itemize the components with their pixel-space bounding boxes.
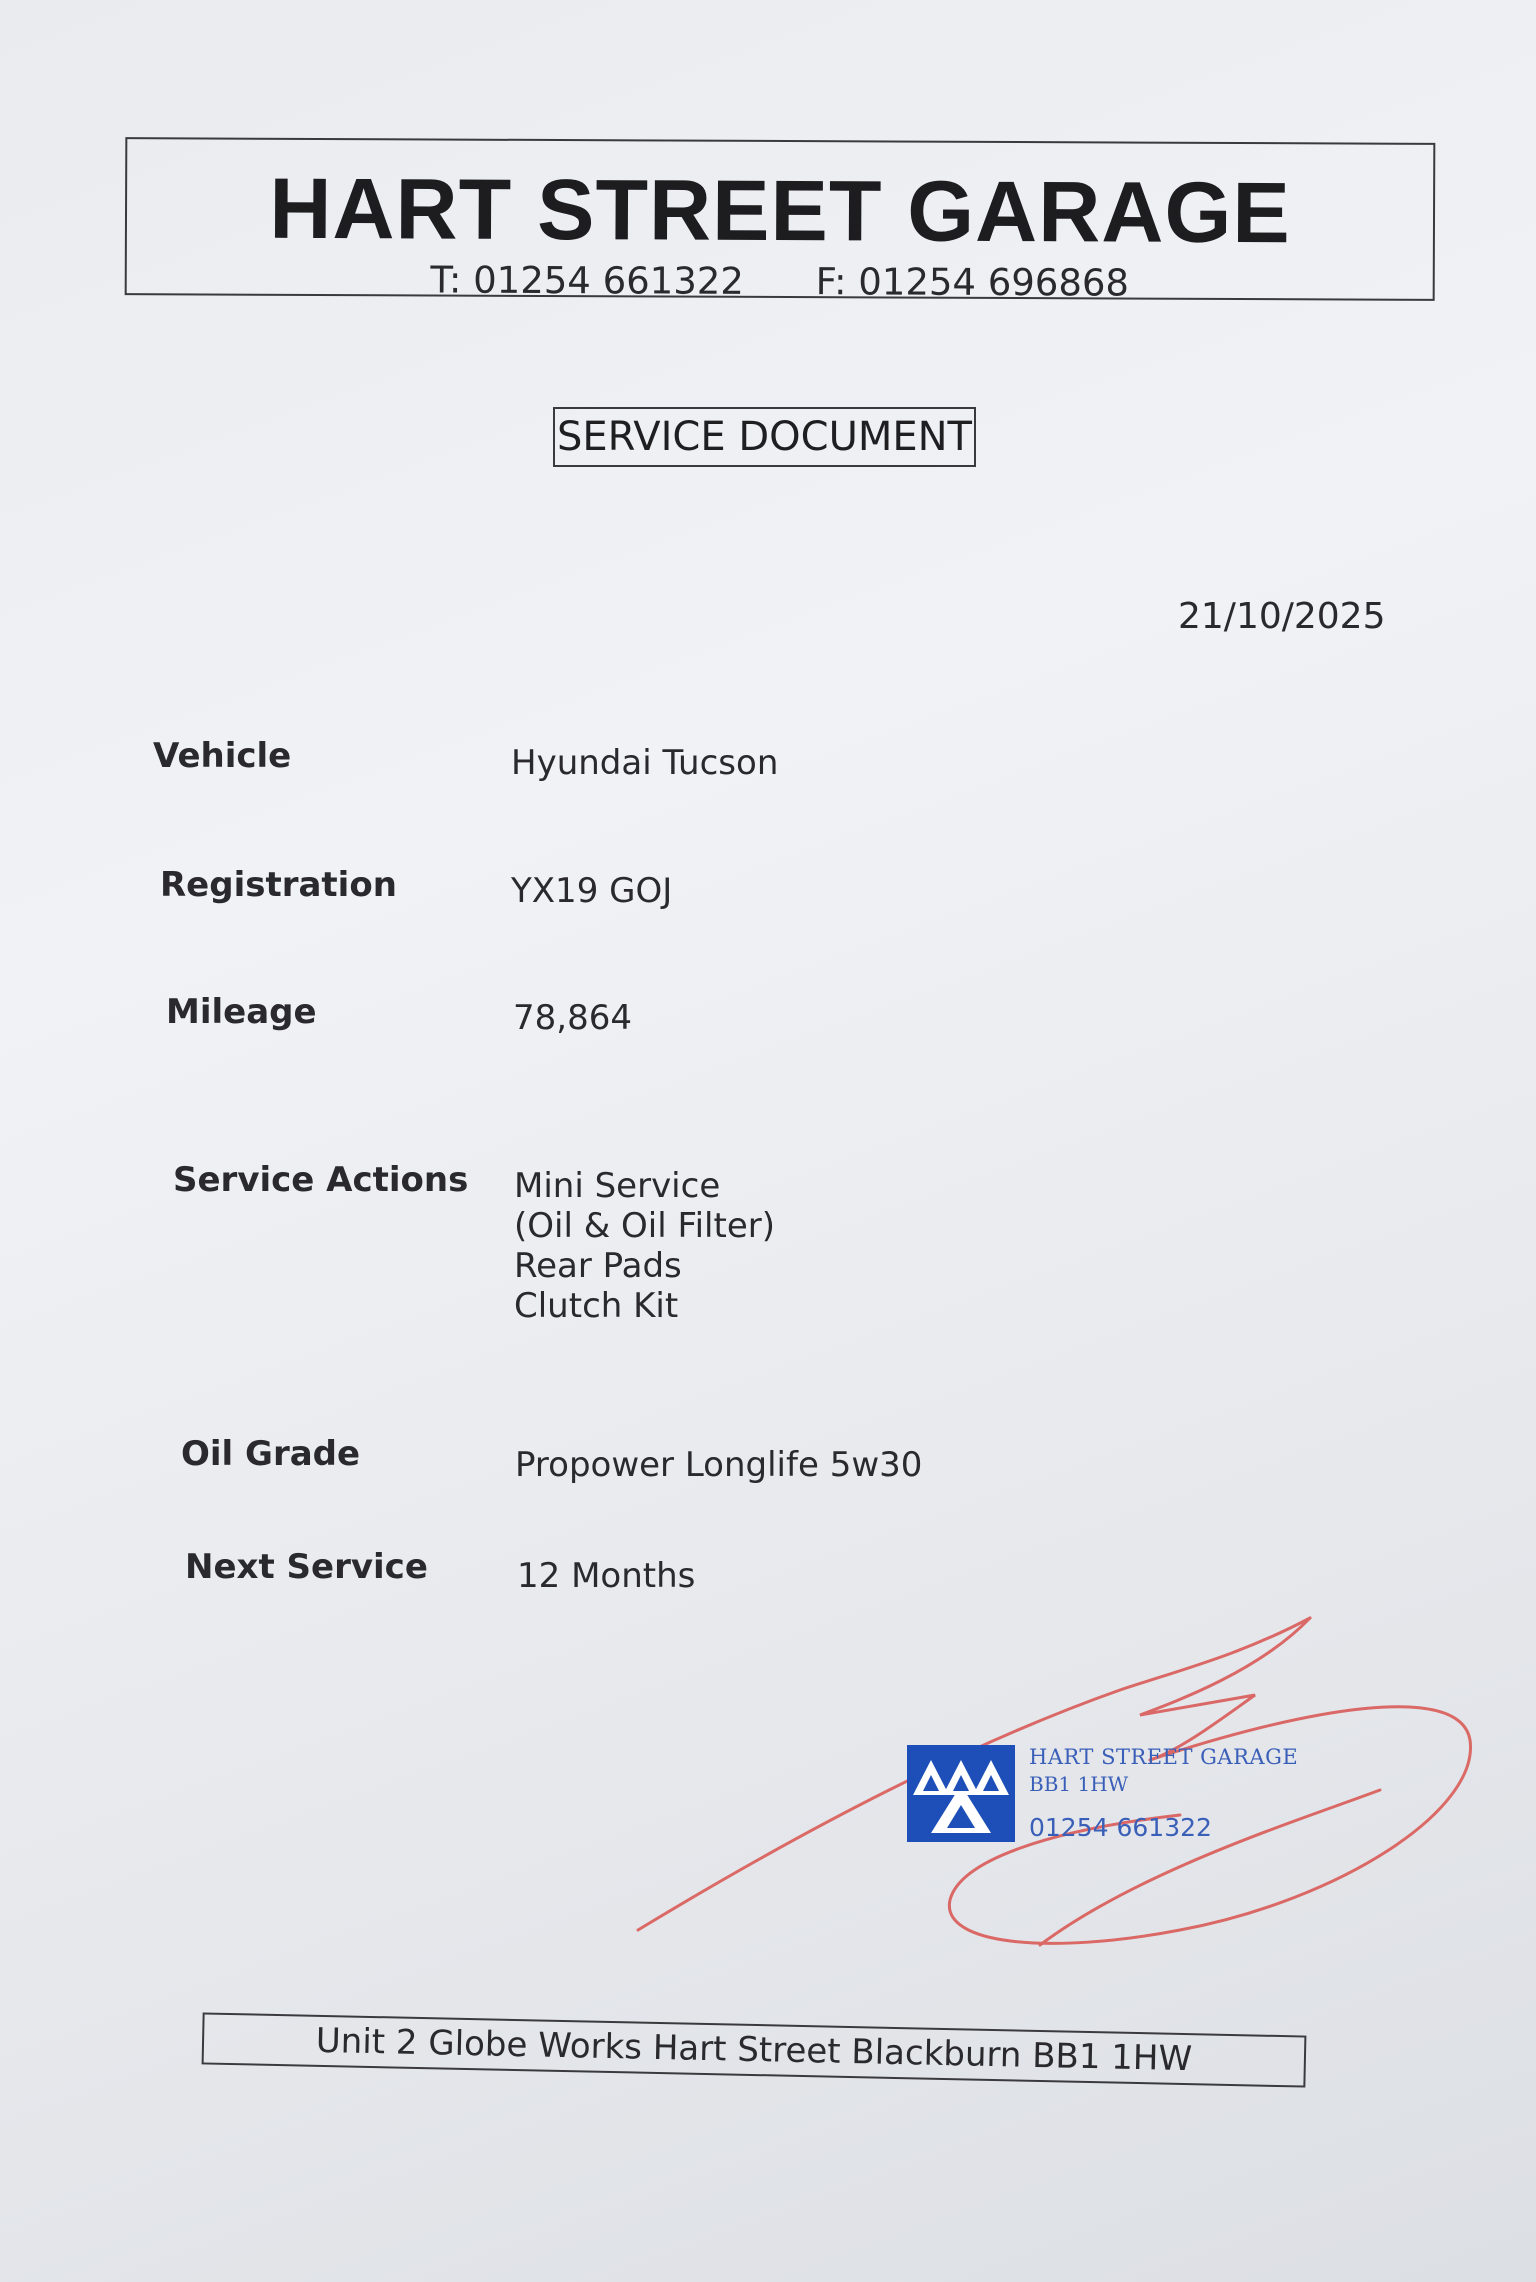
oil-grade-label: Oil Grade [181, 1434, 361, 1474]
registration-value: YX19 GOJ [511, 871, 673, 911]
garage-name: HART STREET GARAGE [269, 160, 1291, 262]
service-action-item: Clutch Kit [514, 1286, 679, 1326]
stamp-garage-name: HART STREET GARAGE [1029, 1745, 1299, 1769]
service-actions-list [514, 1166, 775, 1326]
header-box [125, 137, 1436, 305]
service-action-item: Rear Pads [514, 1246, 682, 1286]
vehicle-label: Vehicle [153, 736, 292, 776]
mileage-label: Mileage [166, 992, 317, 1032]
footer-address: Unit 2 Globe Works Hart Street Blackburn BB1 1HW [202, 2012, 1307, 2087]
stamp-phone: 01254 661322 [1029, 1813, 1212, 1842]
oil-grade-value: Propower Longlife 5w30 [515, 1445, 923, 1485]
service-action-item: Mini Service [514, 1166, 721, 1206]
service-action-item: (Oil & Oil Filter) [514, 1206, 775, 1246]
telephone-number: T: 01254 661322 [430, 258, 745, 303]
contact-line [127, 257, 1433, 306]
next-service-value: 12 Months [517, 1556, 696, 1596]
vehicle-value: Hyundai Tucson [511, 743, 779, 783]
fax-number: F: 01254 696868 [815, 260, 1130, 305]
stamp-postcode: BB1 1HW [1029, 1772, 1129, 1796]
document-title: SERVICE DOCUMENT [553, 407, 976, 467]
document-date: 21/10/2025 [1178, 596, 1386, 637]
mileage-value: 78,864 [513, 998, 632, 1038]
service-actions-label: Service Actions [173, 1160, 469, 1200]
registration-label: Registration [160, 865, 397, 905]
mot-triangles-icon [907, 1745, 1015, 1842]
next-service-label: Next Service [185, 1547, 428, 1587]
